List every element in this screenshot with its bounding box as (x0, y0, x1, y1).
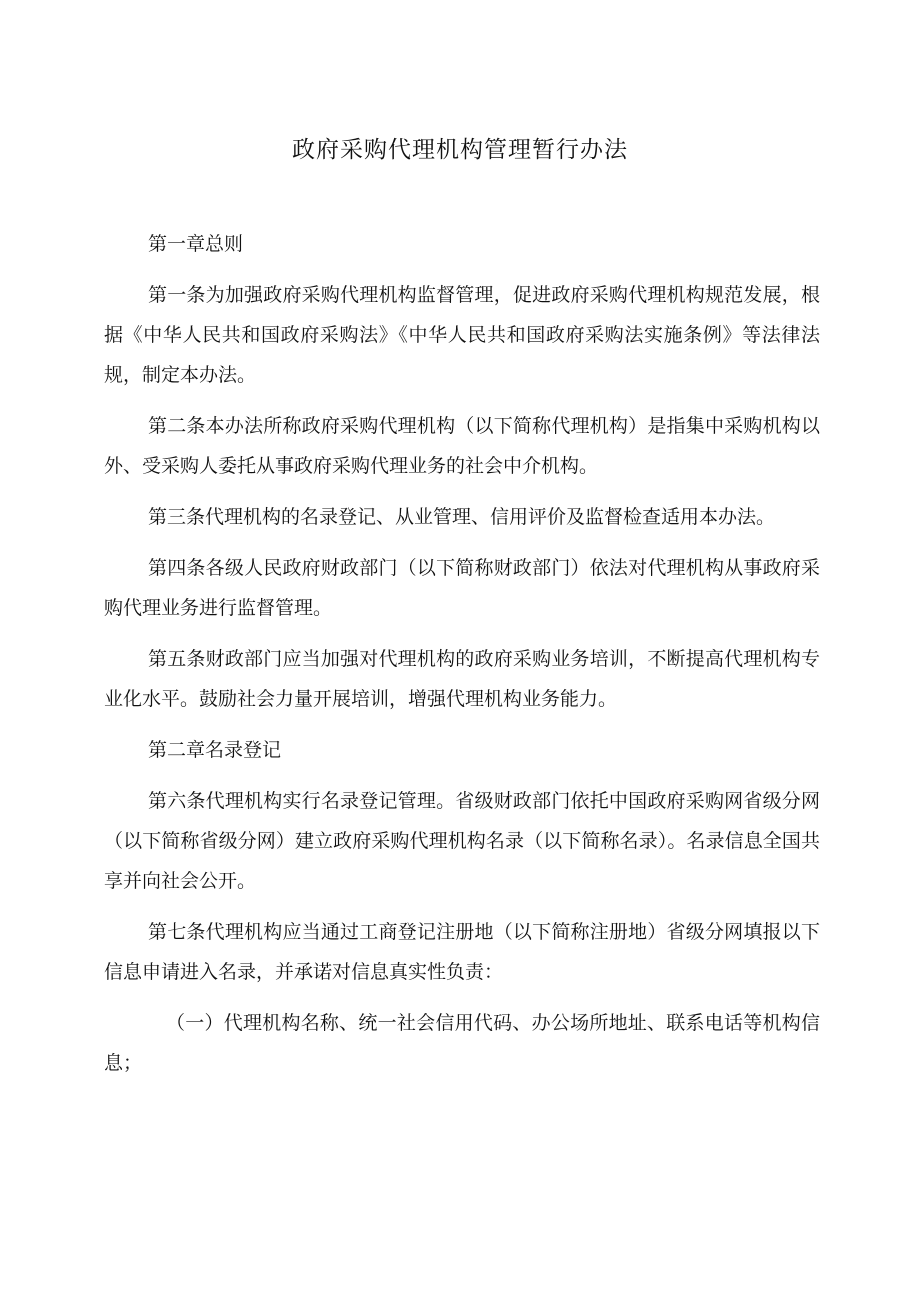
article-7-item-1: （一）代理机构名称、统一社会信用代码、办公场所地址、联系电话等机构信息； (104, 1012, 820, 1074)
article-1: 第一条为加强政府采购代理机构监督管理，促进政府采购代理机构规范发展，根据《中华人民共和国政府采购法》《中华人民共和国政府采购法实施条例》等法律法规，制定本办法。 (104, 284, 820, 386)
article-7: 第七条代理机构应当通过工商登记注册地（以下简称注册地）省级分网填报以下信息申请进入名录，并承诺对信息真实性负责： (104, 921, 820, 983)
article-3: 第三条代理机构的名录登记、从业管理、信用评价及监督检查适用本办法。 (148, 506, 776, 528)
article-2: 第二条本办法所称政府采购代理机构（以下简称代理机构）是指集中采购机构以外、受采购人委托从事政府采购代理业务的社会中介机构。 (104, 415, 820, 477)
chapter-heading-1: 第一章总则 (148, 233, 244, 255)
document-body (104, 224, 820, 1094)
article-4: 第四条各级人民政府财政部门（以下简称财政部门）依法对代理机构从事政府采购代理业务进行监督管理。 (104, 557, 820, 619)
chapter-heading-2: 第二章名录登记 (148, 739, 282, 761)
article-5: 第五条财政部门应当加强对代理机构的政府采购业务培训，不断提高代理机构专业化水平。鼓励社会力量开展培训，增强代理机构业务能力。 (104, 648, 820, 710)
article-6: 第六条代理机构实行名录登记管理。省级财政部门依托中国政府采购网省级分网（以下简称省级分网）建立政府采购代理机构名录（以下简称名录）。名录信息全国共享并向社会公开。 (104, 790, 820, 892)
document-title: 政府采购代理机构管理暂行办法 (292, 137, 628, 163)
